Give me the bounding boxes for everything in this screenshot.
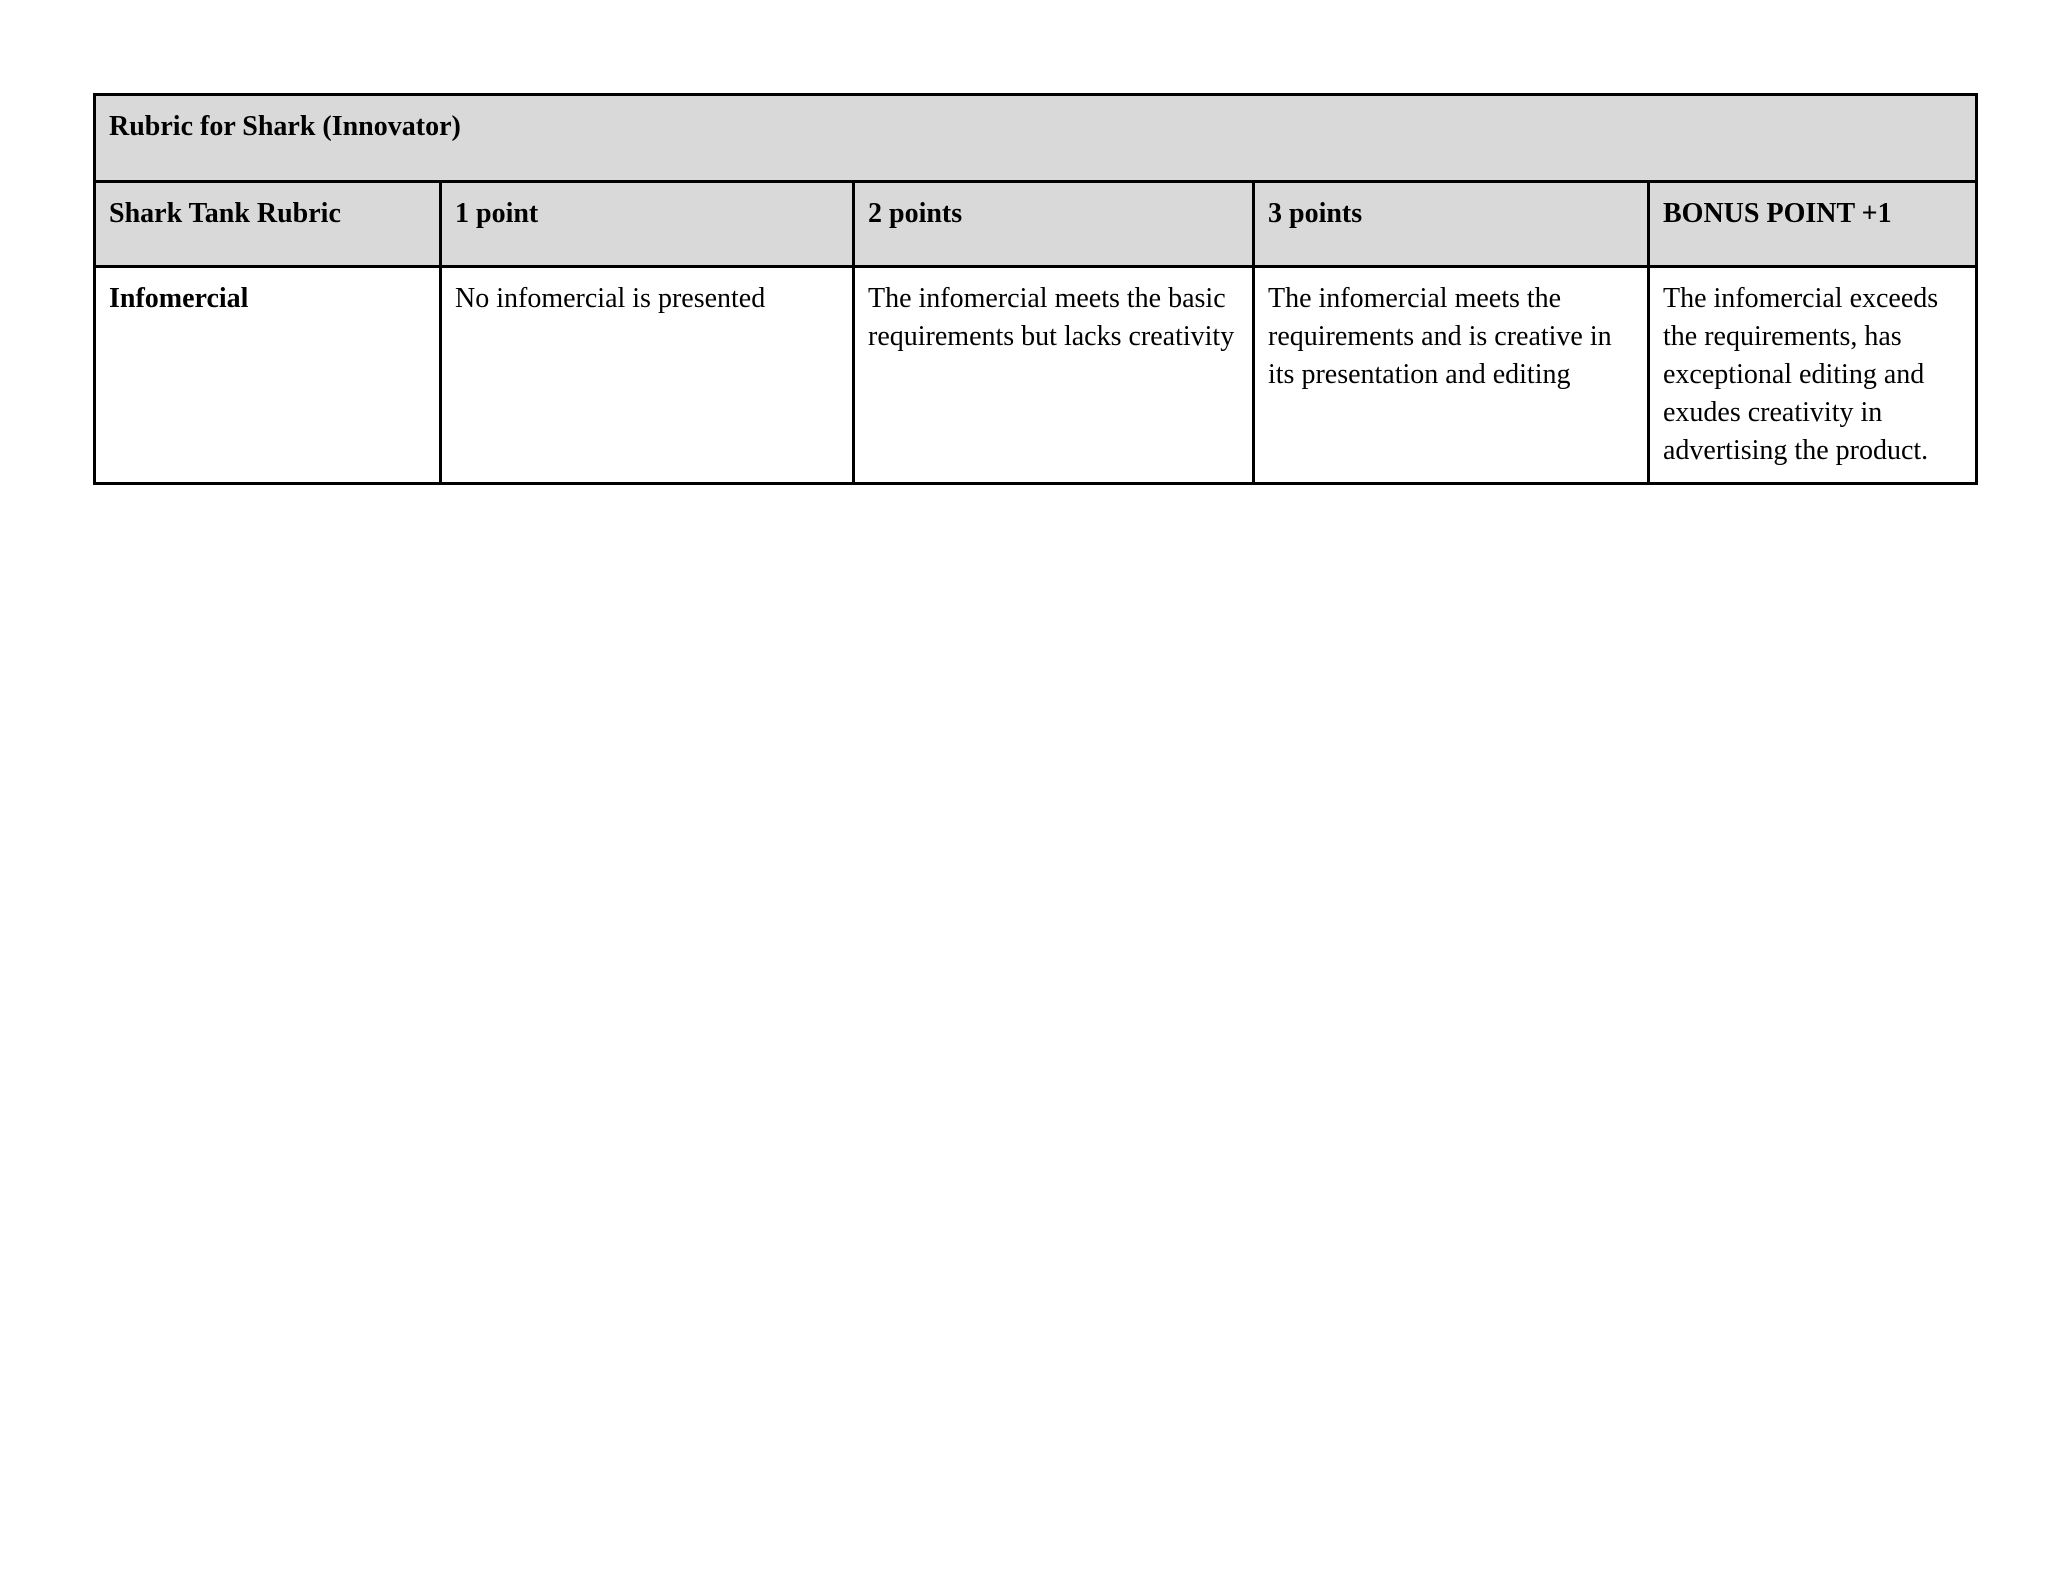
rubric-title: Rubric for Shark (Innovator): [95, 95, 1977, 182]
rubric-header-row: [95, 182, 1977, 267]
column-header-1-point: 1 point: [441, 182, 854, 267]
score-cell-1-point: No infomercial is presented: [441, 267, 854, 484]
criterion-cell: Infomercial: [95, 267, 441, 484]
column-header-category: Shark Tank Rubric: [95, 182, 441, 267]
column-header-3-points: 3 points: [1254, 182, 1649, 267]
score-cell-2-points: The infomercial meets the basic requirements but lacks creativity: [854, 267, 1254, 484]
table-row: [95, 267, 1977, 484]
column-header-2-points: 2 points: [854, 182, 1254, 267]
rubric-table: [93, 93, 1978, 485]
rubric-title-row: [95, 95, 1977, 182]
score-cell-bonus-point: The infomercial exceeds the requirements, has exceptional editing and exudes creativity in advertising the product.: [1649, 267, 1977, 484]
column-header-bonus-point: BONUS POINT +1: [1649, 182, 1977, 267]
score-cell-3-points: The infomercial meets the requirements and is creative in its presentation and editing: [1254, 267, 1649, 484]
